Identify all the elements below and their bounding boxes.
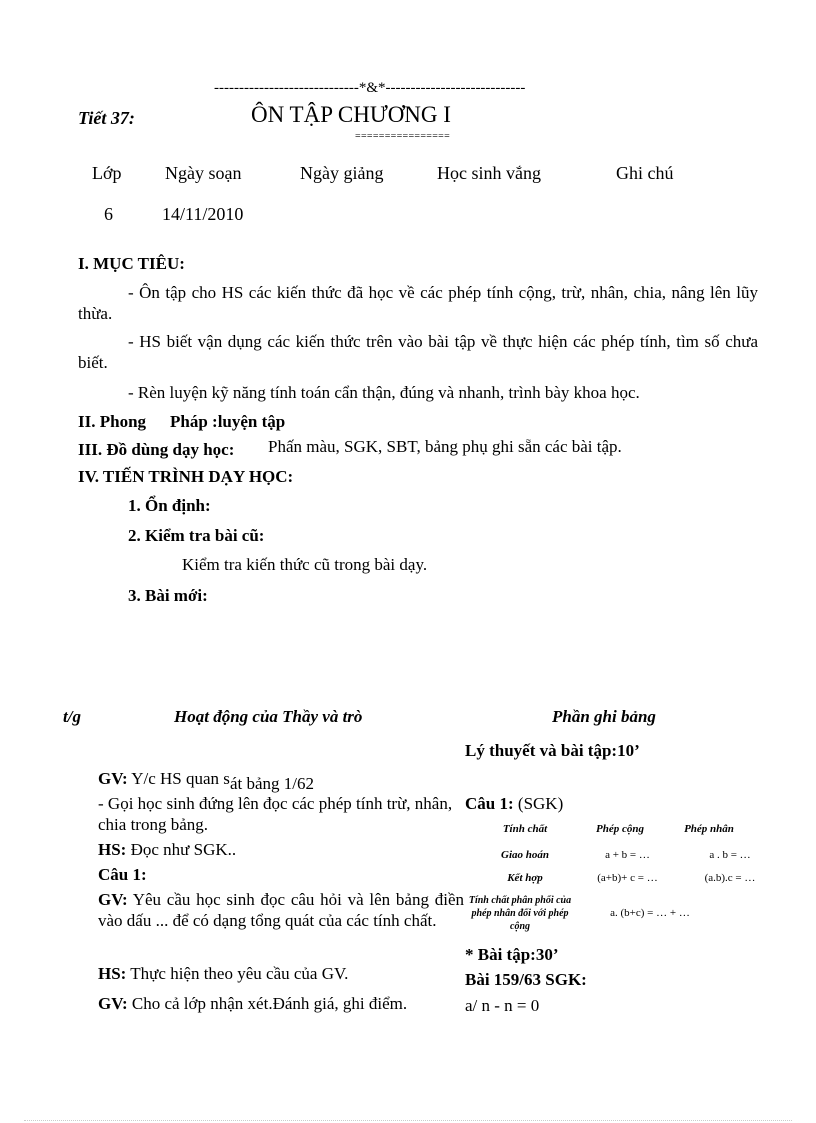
column-header-activity: Hoạt động của Thầy và trò bbox=[174, 707, 363, 726]
table-header: Tính chất bbox=[502, 823, 548, 835]
title-underline: ================ bbox=[355, 131, 451, 142]
activity-call-students: - Gọi học sinh đứng lên đọc các phép tính trừ, nhân, chia trong bảng. bbox=[98, 794, 453, 834]
section-materials-heading: III. Đồ dùng dạy học: bbox=[78, 440, 235, 459]
activity-hs-read: HS: Đọc như SGK.. bbox=[98, 840, 237, 859]
section-process-heading: IV. TIẾN TRÌNH DẠY HỌC: bbox=[78, 467, 294, 486]
step-stabilize: 1. Ổn định: bbox=[128, 496, 211, 515]
info-header-teaching-date: Ngày giảng bbox=[300, 163, 384, 183]
activity-gv-fill: GV: Yêu cầu học sinh đọc câu hỏi và lên bảng điền vào dấu ... để có dạng tổng quát của các tính chất. bbox=[98, 890, 464, 930]
step-review-text: Kiểm tra kiến thức cũ trong bài dạy. bbox=[182, 555, 428, 574]
activity-gv-observe: GV: Y/c HS quan sát bảng 1/62 bbox=[98, 769, 314, 793]
table-cell: Kết hợp bbox=[507, 872, 543, 884]
info-cell-prepared-date: 14/11/2010 bbox=[162, 204, 244, 224]
header-separator: -----------------------------*&*---------------------------- bbox=[214, 80, 526, 96]
table-cell: a . b = … bbox=[709, 849, 751, 861]
activity-gv-assess: GV: Cho cả lớp nhận xét.Đánh giá, ghi điểm. bbox=[98, 994, 408, 1013]
objective-item: - Rèn luyện kỹ năng tính toán cẩn thận, đúng và nhanh, trình bày khoa học. bbox=[128, 383, 640, 402]
column-header-time: t/g bbox=[63, 707, 81, 726]
table-cell: a. (b+c) = … + … bbox=[610, 907, 690, 919]
info-header-notes: Ghi chú bbox=[616, 163, 674, 183]
info-header-absent: Học sinh vắng bbox=[437, 163, 541, 183]
board-exercise-159: Bài 159/63 SGK: bbox=[465, 970, 587, 989]
table-cell: (a.b).c = … bbox=[704, 872, 756, 884]
activity-question-1: Câu 1: bbox=[98, 865, 147, 884]
info-cell-class: 6 bbox=[104, 204, 113, 224]
page-title: ÔN TẬP CHƯƠNG I bbox=[251, 102, 451, 127]
table-cell: Tính chất phân phối của phép nhân đối với phép cộng bbox=[468, 895, 572, 932]
section-objectives-heading: I. MỤC TIÊU: bbox=[78, 254, 185, 273]
step-review: 2. Kiểm tra bài cũ: bbox=[128, 526, 265, 545]
objective-item: - Ôn tập cho HS các kiến thức đã học về các phép tính cộng, trừ, nhân, chia, nâng lên lũy thừa. bbox=[78, 283, 758, 323]
activity-hs-perform: HS: Thực hiện theo yêu cầu của GV. bbox=[98, 964, 349, 983]
objective-item: - HS biết vận dụng các kiến thức trên vào bài tập về thực hiện các phép tính, tìm số chưa biết. bbox=[78, 332, 758, 372]
board-exercises-heading: * Bài tập:30’ bbox=[465, 945, 559, 964]
board-question-1: Câu 1: (SGK) bbox=[465, 794, 564, 813]
page-bottom-divider bbox=[24, 1120, 792, 1121]
section-materials-text: Phấn màu, SGK, SBT, bảng phụ ghi sẵn các bài tập. bbox=[268, 437, 622, 456]
step-new-lesson: 3. Bài mới: bbox=[128, 586, 208, 605]
table-cell: (a+b)+ c = … bbox=[597, 872, 658, 884]
board-theory-heading: Lý thuyết và bài tập:10’ bbox=[465, 741, 640, 760]
table-header: Phép nhân bbox=[684, 823, 734, 835]
info-header-class: Lớp bbox=[92, 163, 122, 183]
table-cell: Giao hoán bbox=[501, 849, 549, 861]
table-cell: a + b = … bbox=[605, 849, 650, 861]
info-header-prepared-date: Ngày soạn bbox=[165, 163, 242, 183]
section-method-text: Pháp :luyện tập bbox=[170, 412, 286, 431]
board-exercise-159a: a/ n - n = 0 bbox=[465, 996, 540, 1015]
section-method-heading: II. Phong bbox=[78, 412, 147, 431]
lesson-number: Tiết 37: bbox=[78, 108, 135, 128]
column-header-board: Phần ghi bảng bbox=[552, 707, 656, 726]
table-header: Phép cộng bbox=[596, 823, 644, 835]
